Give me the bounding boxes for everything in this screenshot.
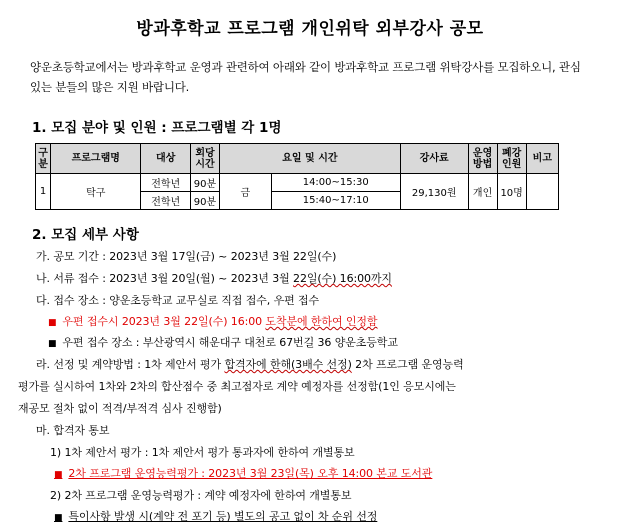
page-title: 방과후학교 프로그램 개인위탁 외부강사 공모 [136, 19, 484, 39]
detail-ma: 마. 합격자 통보 [36, 424, 110, 437]
header-schedule: 요일 및 시간 [220, 144, 401, 174]
cell-target: 전학년 [141, 192, 191, 210]
detail-ra-line-3: 재공모 절차 없이 적격/부적격 심사 진행함) [18, 402, 222, 415]
square-bullet-icon: ■ [54, 470, 63, 480]
detail-da-bullet-2 [48, 334, 398, 350]
cell-target: 전학년 [141, 174, 191, 192]
cell-note [526, 174, 558, 210]
detail-na [36, 270, 392, 286]
header-no: 구분 [36, 144, 51, 174]
detail-da-b1-suffix: 도착분에 한하여 인정함 [265, 315, 378, 328]
detail-da-b1-prefix: 우편 접수시 2023년 3월 22일(수) 16:00 [62, 315, 266, 328]
detail-ma-2: 2) 2차 프로그램 운영능력평가 : 계약 예정자에 한하여 개별통보 [50, 489, 352, 502]
cell-time: 15:40~17:10 [271, 192, 400, 210]
detail-ma-bullet-1 [54, 465, 432, 481]
cell-time: 14:00~15:30 [271, 174, 400, 192]
table-row [36, 174, 559, 192]
cell-duration: 90분 [190, 174, 219, 192]
cell-program: 탁구 [51, 174, 141, 210]
table-header-row [36, 144, 559, 174]
detail-da-b2-text: 우편 접수 장소 : 부산광역시 해운대구 대천로 67번길 36 양운초등학교 [62, 336, 398, 349]
header-note: 비고 [526, 144, 558, 174]
recruitment-table [35, 143, 559, 210]
detail-ra-prefix: 라. 선정 및 계약방법 : 1차 제안서 평가 [36, 358, 225, 371]
detail-da-bullet-1 [48, 313, 377, 329]
detail-ma-1: 1) 1차 제안서 평가 : 1차 제안서 평가 통과자에 한하여 개별통보 [50, 446, 355, 459]
section-2-heading: 2. 모집 세부 사항 [32, 227, 139, 243]
cell-capacity: 10명 [497, 174, 526, 210]
detail-ra-suffix: 2차 프로그램 운영능력 [351, 358, 464, 371]
detail-ma-b2-text: 특이사항 발생 시(계약 전 포기 등) 별도의 공고 없이 차 순위 선정 [68, 510, 378, 523]
detail-na-prefix: 나. 서류 접수 : 2023년 3월 20일(월) ~ 2023년 3월 [36, 272, 294, 285]
header-target: 대상 [141, 144, 191, 174]
detail-da: 다. 접수 장소 : 양운초등학교 교무실로 직접 접수, 우편 접수 [36, 294, 320, 307]
detail-ma-b1-text: 2차 프로그램 운영능력평가 : 2023년 3월 23일(목) 오후 14:00 본교 도서관 [68, 467, 433, 480]
cell-no: 1 [36, 174, 51, 210]
detail-ra-line-2: 평가를 실시하여 1차와 2차의 합산점수 중 최고점자로 계약 예정자를 선정함(1인 응모시에는 [18, 380, 456, 393]
square-bullet-icon: ■ [48, 318, 57, 328]
detail-ra-line-1 [36, 356, 464, 372]
detail-ra-highlight: 합격자에 한해(3배수 선정) [224, 358, 352, 371]
detail-na-deadline: 22일(수) 16:00까지 [293, 272, 392, 285]
header-method: 운영 방법 [468, 144, 497, 174]
header-session-time: 회당 시간 [190, 144, 219, 174]
cell-day: 금 [220, 174, 272, 210]
header-capacity: 폐강 인원 [497, 144, 526, 174]
cell-fee: 29,130원 [400, 174, 468, 210]
header-fee: 강사료 [400, 144, 468, 174]
header-program: 프로그램명 [51, 144, 141, 174]
square-bullet-icon: ■ [54, 513, 63, 523]
cell-duration: 90분 [190, 192, 219, 210]
intro-paragraph: 양운초등학교에서는 방과후학교 운영과 관련하여 아래와 같이 방과후학교 프로그램 위탁강사를 모집하오니, 관심 있는 분들의 많은 지원 바랍니다. [30, 60, 581, 94]
square-bullet-icon: ■ [48, 339, 57, 349]
cell-method: 개인 [468, 174, 497, 210]
detail-ga: 가. 공모 기간 : 2023년 3월 17일(금) ~ 2023년 3월 22일(수) [36, 250, 337, 263]
section-1-heading: 1. 모집 분야 및 인원 : 프로그램별 각 1명 [32, 120, 282, 136]
